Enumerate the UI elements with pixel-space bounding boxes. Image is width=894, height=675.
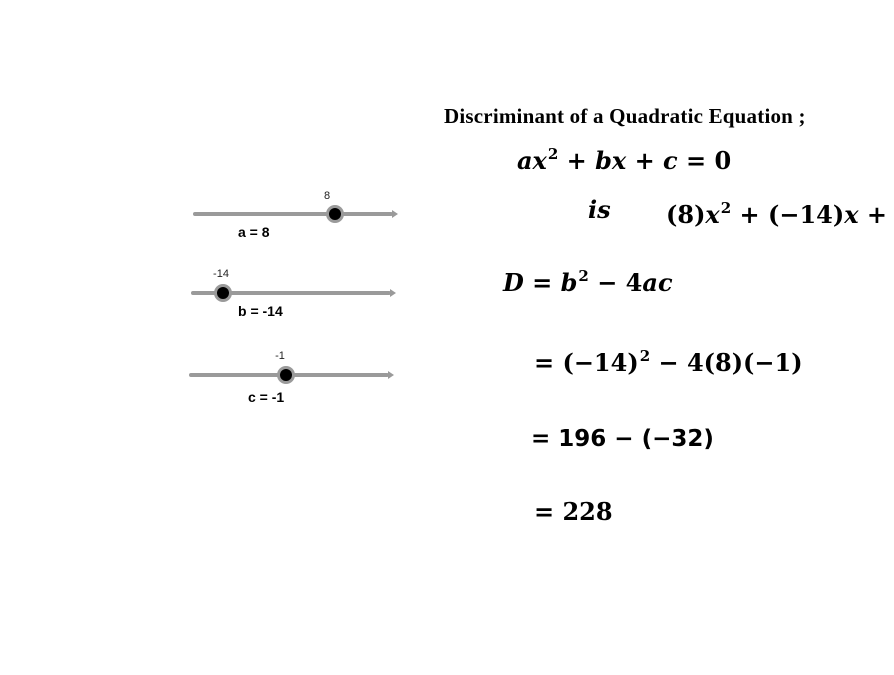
slider-a-arrow [392,210,398,218]
slider-b-value-label: -14 [213,268,229,280]
slider-c[interactable] [189,350,399,405]
slider-a-track[interactable] [193,212,393,216]
slider-c-caption: c = -1 [248,389,285,405]
slider-a-value-label: 8 [323,190,331,202]
slider-a[interactable] [193,190,403,240]
is-label: is [588,195,611,224]
general-form-equation: $ax^2$ + bx + c = 0 [517,145,732,175]
slider-a-caption: a = 8 [238,224,270,240]
substituted-equation: $(8)x^2 + (-14)x$ + [666,200,887,229]
slider-b-caption: b = -14 [238,303,283,319]
discriminant-simplified: = 196 − (−32) [531,426,714,452]
slider-a-handle[interactable] [326,205,344,223]
slider-c-arrow [388,371,394,379]
page-title: Discriminant of a Quadratic Equation ; [444,104,806,128]
discriminant-result: = 228 [534,497,613,526]
discriminant-substitution: = $(-14)^2 - 4(8)(-1)$ [534,347,803,377]
slider-b[interactable] [191,268,401,319]
discriminant-formula: $D = b^2 - 4ac$ [503,267,673,297]
slider-b-arrow [390,289,396,297]
coef-a: 8 [677,200,695,229]
slider-c-handle[interactable] [277,366,295,384]
slider-c-value-label: -1 [275,350,285,362]
slider-b-handle[interactable] [214,284,232,302]
